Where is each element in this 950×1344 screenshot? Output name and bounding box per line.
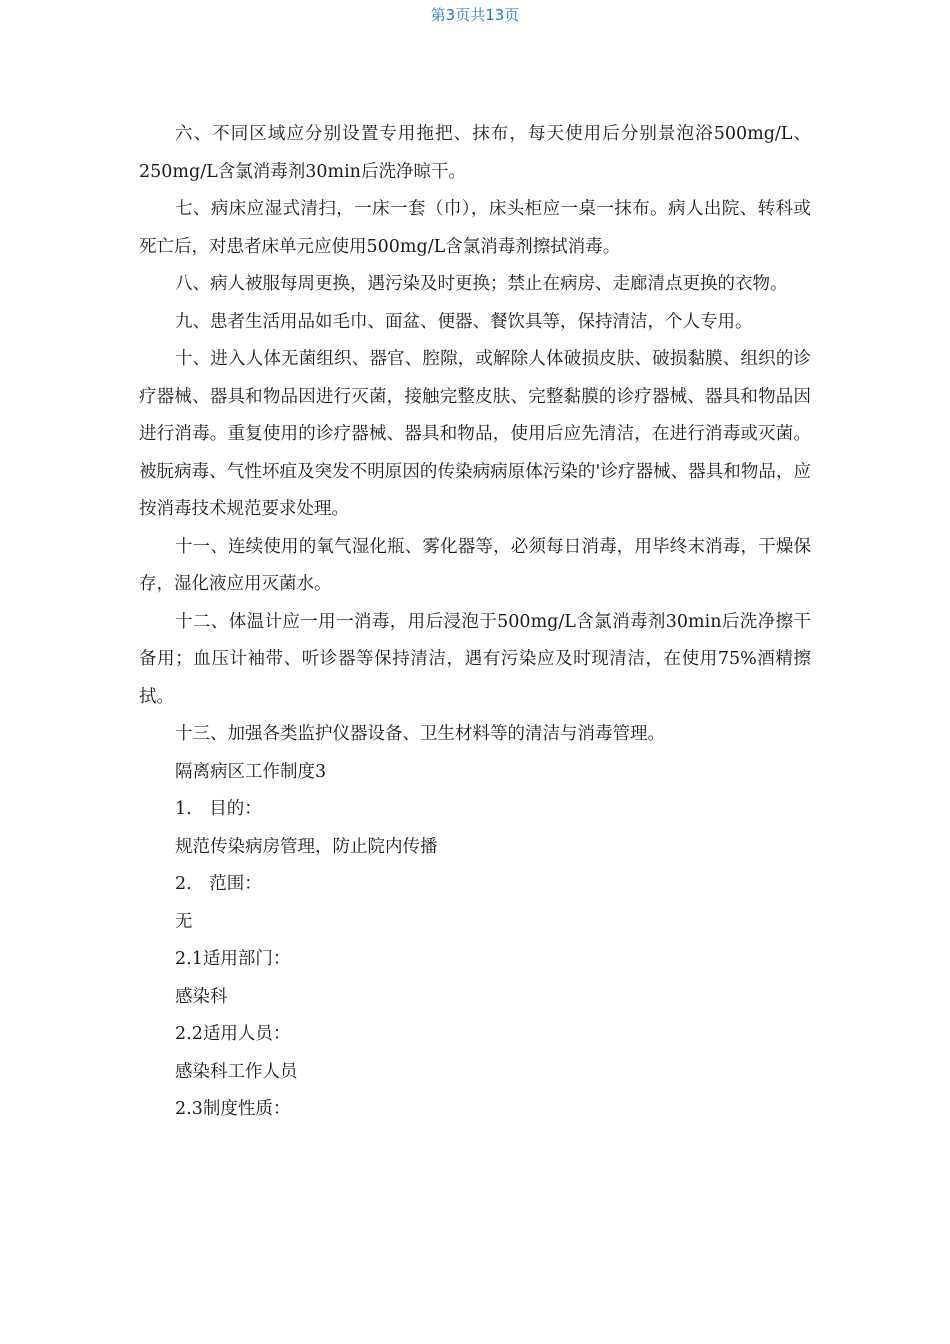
section-title: 隔离病区工作制度3 bbox=[175, 761, 327, 782]
paragraph-9: 九、患者生活用品如毛巾、面盆、便器、餐饮具等，保持清洁，个人专用。 bbox=[175, 311, 753, 332]
heading-departments: 2.1适用部门： bbox=[175, 949, 291, 969]
paragraph-10: 十、进入人体无菌组织、器官、腔隙，或解除人体破损皮肤、破损黏膜、组织的诊疗器械、器具和物品因进行灭菌，接触完整皮肤、完整黏膜的诊疗器械、器具和物品因进行消毒。重复使用的诊疗器械、器具和物品，使用后应先清洁，在进行消毒或灭菌。被朊病毒、气性坏疽及突发不明原因的传染病病原体污染的'诊疗器械、器具和物品，应按消毒技术规范要求处理。 bbox=[139, 349, 811, 519]
personnel-text: 感染科工作人员 bbox=[175, 1061, 298, 1082]
paragraph-7: 七、病床应湿式清扫，一床一套（巾），床头柜应一桌一抹布。病人出院、转科或死亡后，对患者床单元应使用500mg/L含氯消毒剂擦拭消毒。 bbox=[139, 199, 811, 257]
heading-nature: 2.3制度性质： bbox=[175, 1099, 291, 1119]
paragraph-13: 十三、加强各类监护仪器设备、卫生材料等的清洁与消毒管理。 bbox=[175, 724, 665, 744]
heading-personnel: 2.2适用人员： bbox=[175, 1024, 291, 1044]
scope-text: 无 bbox=[175, 911, 193, 932]
paragraph-6: 六、不同区域应分别设置专用拖把、抹布，每天使用后分别景泡浴500mg/L、250mg/L含氯消毒剂30min后洗净晾干。 bbox=[139, 124, 811, 182]
document-body bbox=[139, 116, 811, 1129]
departments-text: 感染科 bbox=[175, 986, 228, 1007]
paragraph-11: 十一、连续使用的氧气湿化瓶、雾化器等，必须每日消毒，用毕终末消毒，干燥保存，湿化液应用灭菌水。 bbox=[139, 536, 811, 594]
paragraph-8: 八、病人被服每周更换，遇污染及时更换；禁止在病房、走廊清点更换的衣物。 bbox=[175, 274, 788, 294]
heading-purpose: 1. 目的： bbox=[175, 799, 262, 819]
purpose-text: 规范传染病房管理，防止院内传播 bbox=[175, 836, 438, 857]
paragraph-12: 十二、体温计应一用一消毒，用后浸泡于500mg/L含氯消毒剂30min后洗净擦干备用；血压计袖带、听诊器等保持清洁，遇有污染应及时现清洁，在使用75%酒精擦拭。 bbox=[139, 611, 811, 707]
heading-scope: 2. 范围： bbox=[175, 874, 262, 894]
page-number-header: 第3页共13页 bbox=[430, 6, 520, 24]
